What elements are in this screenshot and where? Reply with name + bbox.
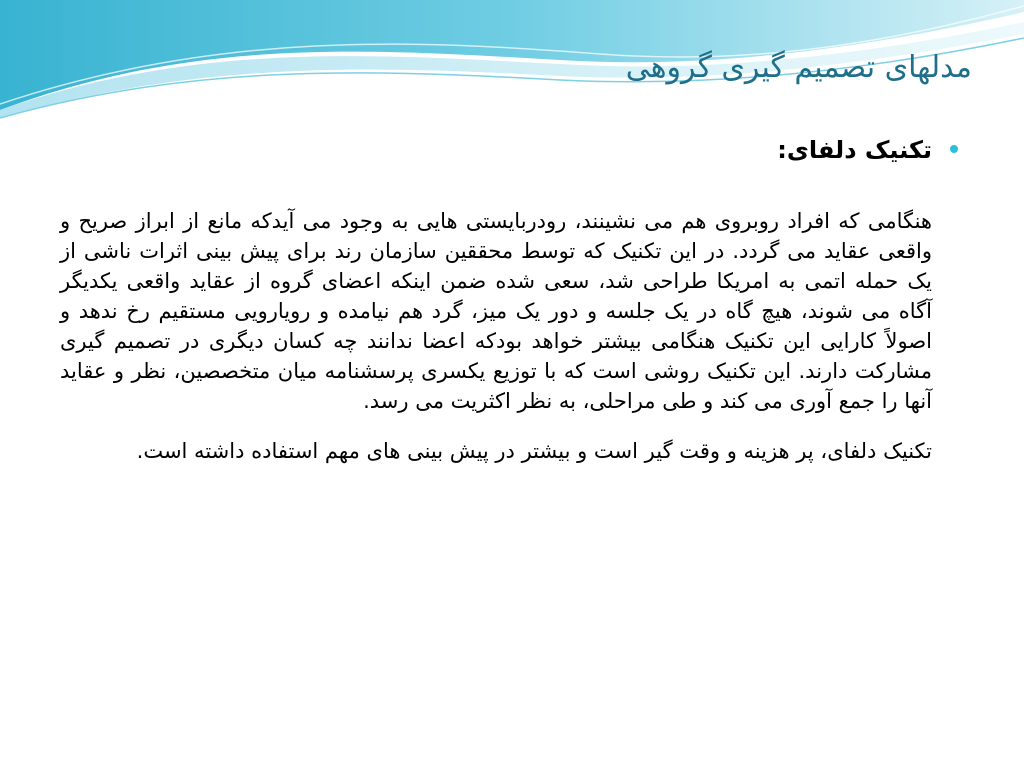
body-paragraph: تکنیک دلفای، پر هزینه و وقت گیر است و بیشتر در پیش بینی های مهم استفاده داشته است. bbox=[136, 439, 932, 463]
bullet-dot-icon bbox=[950, 145, 958, 153]
slide-content bbox=[60, 130, 932, 466]
bullet-heading: تکنیک دلفای: bbox=[777, 136, 932, 164]
body-paragraph: هنگامی که افراد روبروی هم می نشینند، رودربایستی هایی به وجود می آیدکه مانع از ابراز صریح و واقعی عقاید می گردد. در این تکنیک که توسط محققین سازمان رند برای پیش بینی اثرات ناشی از یک حمله اتمی به امریکا طراحی شد، سعی شده ضمن اینکه اعضای گروه از عقاید واقعی یکدیگر آگاه می شوند، هیچ گاه در یک جلسه و دور یک میز، گرد هم نیامده و رویارویی مستقیم رخ ندهد و اصولاً کارایی این تکنیک هنگامی بیشتر خواهد بودکه اعضا ندانند چه کسان دیگری در تصمیم گیری مشارکت دارند. این تکنیک روشی است که با توزیع یکسری پرسشنامه میان متخصصین، نظر و عقاید آنها را جمع آوری می کند و طی مراحلی، به نظر اکثریت می رسد. bbox=[60, 209, 932, 413]
slide-title: مدلهای تصمیم گیری گروهی bbox=[625, 50, 972, 85]
bullet-item bbox=[60, 130, 932, 170]
